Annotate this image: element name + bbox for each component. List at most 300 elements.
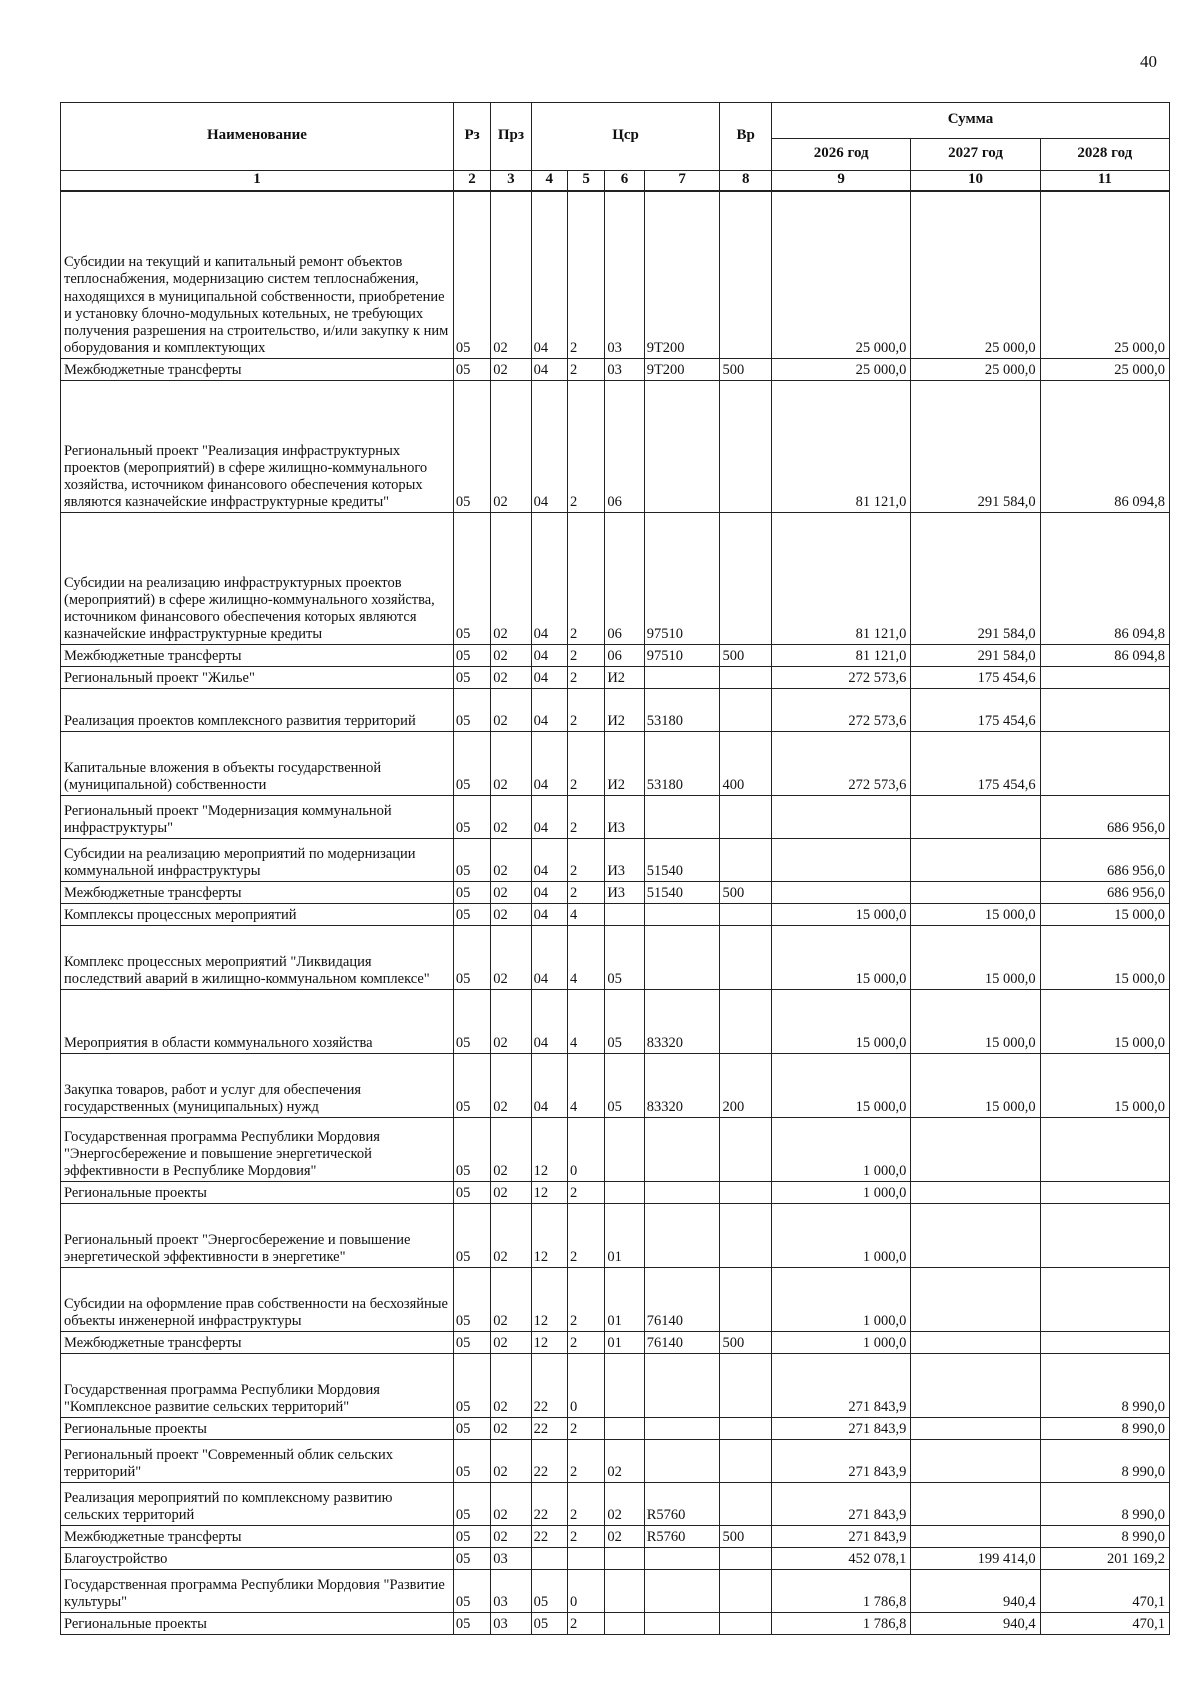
row-rz-code: 05 (453, 1570, 490, 1613)
row-csr-code-6: И3 (605, 882, 644, 904)
row-sum-2028: 470,1 (1040, 1570, 1169, 1613)
row-csr-code-6: 01 (605, 1332, 644, 1354)
row-sum-2028: 25 000,0 (1040, 359, 1169, 381)
table-row (61, 990, 1170, 1054)
table-header (61, 103, 1170, 192)
row-vr-code: 500 (720, 359, 772, 381)
row-csr-code-7: R5760 (644, 1483, 720, 1526)
row-vr-code (720, 1440, 772, 1483)
row-name: Региональный проект "Энергосбережение и повышение энергетической эффективности в энергетике" (61, 1204, 454, 1268)
table-row (61, 1526, 1170, 1548)
row-rz-code: 05 (453, 1354, 490, 1418)
row-sum-2027: 15 000,0 (911, 990, 1040, 1054)
row-sum-2026: 15 000,0 (771, 926, 910, 990)
row-sum-2028: 25 000,0 (1040, 191, 1169, 359)
row-sum-2026: 1 000,0 (771, 1182, 910, 1204)
row-vr-code: 200 (720, 1054, 772, 1118)
row-csr-code-6 (605, 1570, 644, 1613)
row-sum-2028: 8 990,0 (1040, 1440, 1169, 1483)
row-prz-code: 02 (491, 1118, 531, 1182)
table-body (61, 191, 1170, 1635)
row-sum-2027: 175 454,6 (911, 689, 1040, 732)
row-prz-code: 02 (491, 990, 531, 1054)
row-sum-2027: 175 454,6 (911, 667, 1040, 689)
table-row (61, 667, 1170, 689)
row-vr-code (720, 1483, 772, 1526)
table-row (61, 689, 1170, 732)
table-row (61, 1182, 1170, 1204)
row-csr-code-7: 97510 (644, 645, 720, 667)
row-csr-code-5: 2 (567, 381, 604, 513)
row-sum-2027: 291 584,0 (911, 381, 1040, 513)
row-prz-code: 02 (491, 1054, 531, 1118)
row-name: Благоустройство (61, 1548, 454, 1570)
column-number: 7 (644, 171, 720, 192)
header-year-2028: 2028 год (1040, 139, 1169, 171)
row-csr-code-6: 03 (605, 359, 644, 381)
row-prz-code: 02 (491, 732, 531, 796)
row-csr-code-5: 2 (567, 882, 604, 904)
row-sum-2028: 686 956,0 (1040, 882, 1169, 904)
row-rz-code: 05 (453, 1182, 490, 1204)
row-name: Комплексы процессных мероприятий (61, 904, 454, 926)
row-name: Региональный проект "Реализация инфраструктурных проектов (мероприятий) в сфере жилищно-коммунального хозяйства, источником финансового обеспечения которых являются казначейские инфраструктурные кредиты" (61, 381, 454, 513)
row-prz-code: 03 (491, 1548, 531, 1570)
row-sum-2026 (771, 882, 910, 904)
row-csr-code-5 (567, 1548, 604, 1570)
row-csr-code-4: 12 (531, 1332, 567, 1354)
row-csr-code-5: 2 (567, 513, 604, 645)
row-rz-code: 05 (453, 513, 490, 645)
row-prz-code: 03 (491, 1570, 531, 1613)
row-sum-2027 (911, 1268, 1040, 1332)
row-csr-code-4: 04 (531, 381, 567, 513)
row-csr-code-7: 53180 (644, 689, 720, 732)
row-sum-2026: 272 573,6 (771, 689, 910, 732)
row-csr-code-4: 04 (531, 667, 567, 689)
row-sum-2027 (911, 1354, 1040, 1418)
row-prz-code: 02 (491, 1204, 531, 1268)
row-csr-code-4: 04 (531, 990, 567, 1054)
row-name: Межбюджетные трансферты (61, 882, 454, 904)
row-sum-2028: 86 094,8 (1040, 645, 1169, 667)
row-prz-code: 02 (491, 1354, 531, 1418)
table-row (61, 1570, 1170, 1613)
row-sum-2026: 25 000,0 (771, 191, 910, 359)
row-sum-2027 (911, 1418, 1040, 1440)
page-number: 40 (1140, 52, 1157, 71)
row-csr-code-5: 2 (567, 1613, 604, 1635)
row-vr-code (720, 191, 772, 359)
column-number: 10 (911, 171, 1040, 192)
row-sum-2027: 291 584,0 (911, 645, 1040, 667)
table-row (61, 796, 1170, 839)
header-sum: Сумма (771, 103, 1169, 139)
row-name: Государственная программа Республики Мордовия "Комплексное развитие сельских территорий" (61, 1354, 454, 1418)
row-csr-code-5: 4 (567, 990, 604, 1054)
row-sum-2028 (1040, 1182, 1169, 1204)
row-sum-2026: 1 000,0 (771, 1118, 910, 1182)
row-rz-code: 05 (453, 796, 490, 839)
row-sum-2026: 1 000,0 (771, 1268, 910, 1332)
row-csr-code-4: 12 (531, 1182, 567, 1204)
row-prz-code: 02 (491, 667, 531, 689)
row-vr-code: 500 (720, 1332, 772, 1354)
row-sum-2026: 15 000,0 (771, 904, 910, 926)
row-csr-code-6: И3 (605, 796, 644, 839)
row-sum-2026: 452 078,1 (771, 1548, 910, 1570)
row-csr-code-4: 04 (531, 645, 567, 667)
table-row (61, 1332, 1170, 1354)
row-sum-2027 (911, 1332, 1040, 1354)
row-csr-code-7 (644, 1204, 720, 1268)
row-csr-code-5: 4 (567, 926, 604, 990)
row-rz-code: 05 (453, 359, 490, 381)
row-prz-code: 02 (491, 359, 531, 381)
table-row (61, 882, 1170, 904)
row-csr-code-7: 76140 (644, 1268, 720, 1332)
row-sum-2028: 201 169,2 (1040, 1548, 1169, 1570)
row-csr-code-4: 04 (531, 513, 567, 645)
row-prz-code: 02 (491, 1332, 531, 1354)
row-rz-code: 05 (453, 689, 490, 732)
row-csr-code-5: 2 (567, 839, 604, 882)
row-rz-code: 05 (453, 191, 490, 359)
row-rz-code: 05 (453, 1613, 490, 1635)
row-vr-code (720, 689, 772, 732)
row-sum-2027 (911, 796, 1040, 839)
row-csr-code-7: 83320 (644, 1054, 720, 1118)
row-csr-code-5: 2 (567, 796, 604, 839)
column-number: 1 (61, 171, 454, 192)
row-csr-code-5: 2 (567, 732, 604, 796)
table-row (61, 1613, 1170, 1635)
row-csr-code-4: 12 (531, 1204, 567, 1268)
column-number: 3 (491, 171, 531, 192)
row-name: Субсидии на оформление прав собственности на бесхозяйные объекты инженерной инфраструктуры (61, 1268, 454, 1332)
row-name: Межбюджетные трансферты (61, 1526, 454, 1548)
row-sum-2028 (1040, 689, 1169, 732)
row-csr-code-5: 4 (567, 904, 604, 926)
row-rz-code: 05 (453, 645, 490, 667)
row-rz-code: 05 (453, 1268, 490, 1332)
row-name: Субсидии на текущий и капитальный ремонт объектов теплоснабжения, модернизацию систем теплоснабжения, находящихся в муниципальной собственности, приобретение и установку блочно-модульных котельных, не требующих получения разрешения на строительство, и/или закупку к ним оборудования и комплектующих (61, 191, 454, 359)
row-sum-2026 (771, 796, 910, 839)
row-rz-code: 05 (453, 904, 490, 926)
row-sum-2027 (911, 1526, 1040, 1548)
row-sum-2026: 271 843,9 (771, 1354, 910, 1418)
row-csr-code-4: 12 (531, 1118, 567, 1182)
row-csr-code-4: 04 (531, 839, 567, 882)
row-sum-2026 (771, 839, 910, 882)
row-vr-code (720, 796, 772, 839)
row-prz-code: 02 (491, 1483, 531, 1526)
row-csr-code-5: 0 (567, 1354, 604, 1418)
row-sum-2027 (911, 882, 1040, 904)
table-row (61, 1054, 1170, 1118)
row-vr-code: 500 (720, 882, 772, 904)
table-row (61, 359, 1170, 381)
row-csr-code-6 (605, 904, 644, 926)
row-csr-code-6: 05 (605, 990, 644, 1054)
row-csr-code-6: 06 (605, 513, 644, 645)
header-year-2026: 2026 год (771, 139, 910, 171)
table-row (61, 1268, 1170, 1332)
row-csr-code-7 (644, 926, 720, 990)
row-rz-code: 05 (453, 732, 490, 796)
row-vr-code (720, 1204, 772, 1268)
row-name: Государственная программа Республики Мордовия "Развитие культуры" (61, 1570, 454, 1613)
row-sum-2026: 81 121,0 (771, 381, 910, 513)
row-rz-code: 05 (453, 990, 490, 1054)
row-sum-2028 (1040, 1118, 1169, 1182)
table-row (61, 1418, 1170, 1440)
row-sum-2026: 1 786,8 (771, 1613, 910, 1635)
row-csr-code-4: 04 (531, 904, 567, 926)
row-csr-code-7 (644, 1440, 720, 1483)
row-vr-code (720, 1118, 772, 1182)
row-csr-code-4: 22 (531, 1354, 567, 1418)
column-number: 2 (453, 171, 490, 192)
row-sum-2027: 25 000,0 (911, 191, 1040, 359)
header-year-2027: 2027 год (911, 139, 1040, 171)
row-csr-code-5: 2 (567, 1440, 604, 1483)
row-rz-code: 05 (453, 1526, 490, 1548)
row-csr-code-5: 2 (567, 1526, 604, 1548)
row-name: Региональные проекты (61, 1418, 454, 1440)
row-sum-2028: 686 956,0 (1040, 796, 1169, 839)
table-row (61, 904, 1170, 926)
row-csr-code-6 (605, 1118, 644, 1182)
row-sum-2028: 86 094,8 (1040, 513, 1169, 645)
row-csr-code-6: 03 (605, 191, 644, 359)
row-csr-code-7 (644, 1182, 720, 1204)
row-csr-code-7 (644, 1570, 720, 1613)
row-csr-code-5: 2 (567, 645, 604, 667)
row-vr-code (720, 513, 772, 645)
row-name: Субсидии на реализацию мероприятий по модернизации коммунальной инфраструктуры (61, 839, 454, 882)
row-name: Субсидии на реализацию инфраструктурных проектов (мероприятий) в сфере жилищно-коммунального хозяйства, источником финансового обеспечения которых являются казначейские инфраструктурные кредиты (61, 513, 454, 645)
row-vr-code (720, 1548, 772, 1570)
row-sum-2026: 81 121,0 (771, 513, 910, 645)
row-prz-code: 02 (491, 904, 531, 926)
row-sum-2026: 271 843,9 (771, 1418, 910, 1440)
row-name: Реализация проектов комплексного развития территорий (61, 689, 454, 732)
row-csr-code-4: 05 (531, 1570, 567, 1613)
row-sum-2027: 940,4 (911, 1613, 1040, 1635)
row-rz-code: 05 (453, 1054, 490, 1118)
row-vr-code (720, 1570, 772, 1613)
row-prz-code: 02 (491, 1418, 531, 1440)
header-prz: Прз (491, 103, 531, 171)
row-sum-2028: 8 990,0 (1040, 1354, 1169, 1418)
row-name: Региональный проект "Современный облик сельских территорий" (61, 1440, 454, 1483)
row-csr-code-7: 97510 (644, 513, 720, 645)
row-csr-code-7: 9Т200 (644, 191, 720, 359)
row-sum-2028: 15 000,0 (1040, 926, 1169, 990)
row-prz-code: 02 (491, 882, 531, 904)
row-csr-code-5: 2 (567, 1332, 604, 1354)
row-csr-code-5: 2 (567, 1182, 604, 1204)
row-csr-code-6 (605, 1354, 644, 1418)
row-sum-2026: 1 786,8 (771, 1570, 910, 1613)
row-prz-code: 02 (491, 796, 531, 839)
row-csr-code-5: 2 (567, 1204, 604, 1268)
column-number: 8 (720, 171, 772, 192)
row-name: Региональный проект "Жилье" (61, 667, 454, 689)
row-vr-code: 500 (720, 645, 772, 667)
row-prz-code: 02 (491, 1440, 531, 1483)
table-row (61, 191, 1170, 359)
table-row (61, 1354, 1170, 1418)
row-sum-2026: 15 000,0 (771, 990, 910, 1054)
row-sum-2027 (911, 839, 1040, 882)
row-sum-2026: 1 000,0 (771, 1332, 910, 1354)
row-csr-code-4: 12 (531, 1268, 567, 1332)
row-csr-code-6 (605, 1418, 644, 1440)
row-sum-2026: 25 000,0 (771, 359, 910, 381)
row-csr-code-4: 04 (531, 191, 567, 359)
row-vr-code (720, 1268, 772, 1332)
row-sum-2027 (911, 1483, 1040, 1526)
row-sum-2026: 81 121,0 (771, 645, 910, 667)
row-sum-2027: 15 000,0 (911, 926, 1040, 990)
row-rz-code: 05 (453, 1204, 490, 1268)
row-csr-code-7: 9Т200 (644, 359, 720, 381)
column-number: 9 (771, 171, 910, 192)
row-sum-2026: 272 573,6 (771, 667, 910, 689)
row-vr-code (720, 1354, 772, 1418)
table-row (61, 1483, 1170, 1526)
row-csr-code-5: 2 (567, 1418, 604, 1440)
row-rz-code: 05 (453, 1332, 490, 1354)
row-csr-code-5: 2 (567, 689, 604, 732)
row-vr-code: 400 (720, 732, 772, 796)
row-name: Мероприятия в области коммунального хозяйства (61, 990, 454, 1054)
column-number: 4 (531, 171, 567, 192)
row-rz-code: 05 (453, 1548, 490, 1570)
row-csr-code-4 (531, 1548, 567, 1570)
row-sum-2027 (911, 1440, 1040, 1483)
row-vr-code (720, 904, 772, 926)
row-sum-2028: 15 000,0 (1040, 990, 1169, 1054)
row-sum-2028: 15 000,0 (1040, 1054, 1169, 1118)
row-prz-code: 02 (491, 191, 531, 359)
row-rz-code: 05 (453, 926, 490, 990)
row-name: Закупка товаров, работ и услуг для обеспечения государственных (муниципальных) нужд (61, 1054, 454, 1118)
row-sum-2026: 271 843,9 (771, 1440, 910, 1483)
row-csr-code-6: 02 (605, 1526, 644, 1548)
row-csr-code-6 (605, 1613, 644, 1635)
row-csr-code-6: И2 (605, 732, 644, 796)
row-vr-code (720, 1418, 772, 1440)
row-sum-2027: 175 454,6 (911, 732, 1040, 796)
row-sum-2026: 272 573,6 (771, 732, 910, 796)
row-sum-2027 (911, 1204, 1040, 1268)
row-sum-2027: 291 584,0 (911, 513, 1040, 645)
row-sum-2027: 199 414,0 (911, 1548, 1040, 1570)
row-prz-code: 02 (491, 839, 531, 882)
row-csr-code-5: 0 (567, 1570, 604, 1613)
row-vr-code (720, 990, 772, 1054)
row-name: Региональные проекты (61, 1182, 454, 1204)
row-csr-code-7: R5760 (644, 1526, 720, 1548)
row-sum-2028 (1040, 667, 1169, 689)
row-csr-code-4: 04 (531, 796, 567, 839)
row-csr-code-7: 53180 (644, 732, 720, 796)
row-sum-2028: 8 990,0 (1040, 1526, 1169, 1548)
budget-table (60, 102, 1170, 1635)
row-prz-code: 02 (491, 645, 531, 667)
row-csr-code-5: 2 (567, 1268, 604, 1332)
row-csr-code-5: 4 (567, 1054, 604, 1118)
row-prz-code: 02 (491, 1526, 531, 1548)
row-csr-code-7 (644, 381, 720, 513)
row-csr-code-4: 04 (531, 359, 567, 381)
row-csr-code-6: 06 (605, 645, 644, 667)
row-csr-code-4: 04 (531, 689, 567, 732)
table-row (61, 645, 1170, 667)
row-name: Межбюджетные трансферты (61, 1332, 454, 1354)
row-csr-code-7 (644, 904, 720, 926)
row-name: Межбюджетные трансферты (61, 359, 454, 381)
row-csr-code-4: 04 (531, 732, 567, 796)
row-sum-2028 (1040, 1268, 1169, 1332)
row-csr-code-7 (644, 1548, 720, 1570)
row-sum-2026: 1 000,0 (771, 1204, 910, 1268)
row-csr-code-6: 05 (605, 926, 644, 990)
row-sum-2028: 470,1 (1040, 1613, 1169, 1635)
column-number: 11 (1040, 171, 1169, 192)
row-sum-2027: 15 000,0 (911, 904, 1040, 926)
row-csr-code-6 (605, 1548, 644, 1570)
row-vr-code (720, 1182, 772, 1204)
row-prz-code: 02 (491, 1268, 531, 1332)
row-prz-code: 02 (491, 381, 531, 513)
row-csr-code-5: 2 (567, 191, 604, 359)
row-sum-2028: 8 990,0 (1040, 1483, 1169, 1526)
column-number: 5 (567, 171, 604, 192)
row-csr-code-7: 76140 (644, 1332, 720, 1354)
table-row (61, 1440, 1170, 1483)
row-csr-code-5: 2 (567, 359, 604, 381)
row-csr-code-6: 06 (605, 381, 644, 513)
row-csr-code-5: 0 (567, 1118, 604, 1182)
row-csr-code-6: И2 (605, 689, 644, 732)
table-row (61, 381, 1170, 513)
row-sum-2028 (1040, 1204, 1169, 1268)
header-vr: Вр (720, 103, 772, 171)
table-row (61, 1548, 1170, 1570)
row-sum-2028 (1040, 732, 1169, 796)
row-csr-code-7 (644, 1118, 720, 1182)
row-sum-2027: 15 000,0 (911, 1054, 1040, 1118)
row-sum-2028 (1040, 1332, 1169, 1354)
row-rz-code: 05 (453, 1440, 490, 1483)
row-name: Государственная программа Республики Мордовия "Энергосбережение и повышение энергетической эффективности в Республике Мордовия" (61, 1118, 454, 1182)
row-sum-2028: 86 094,8 (1040, 381, 1169, 513)
row-sum-2027: 25 000,0 (911, 359, 1040, 381)
row-name: Межбюджетные трансферты (61, 645, 454, 667)
row-rz-code: 05 (453, 1483, 490, 1526)
table-row (61, 839, 1170, 882)
row-vr-code (720, 1613, 772, 1635)
row-sum-2027 (911, 1182, 1040, 1204)
row-sum-2028: 15 000,0 (1040, 904, 1169, 926)
row-csr-code-7 (644, 796, 720, 839)
row-csr-code-6: 02 (605, 1483, 644, 1526)
row-csr-code-6: 02 (605, 1440, 644, 1483)
